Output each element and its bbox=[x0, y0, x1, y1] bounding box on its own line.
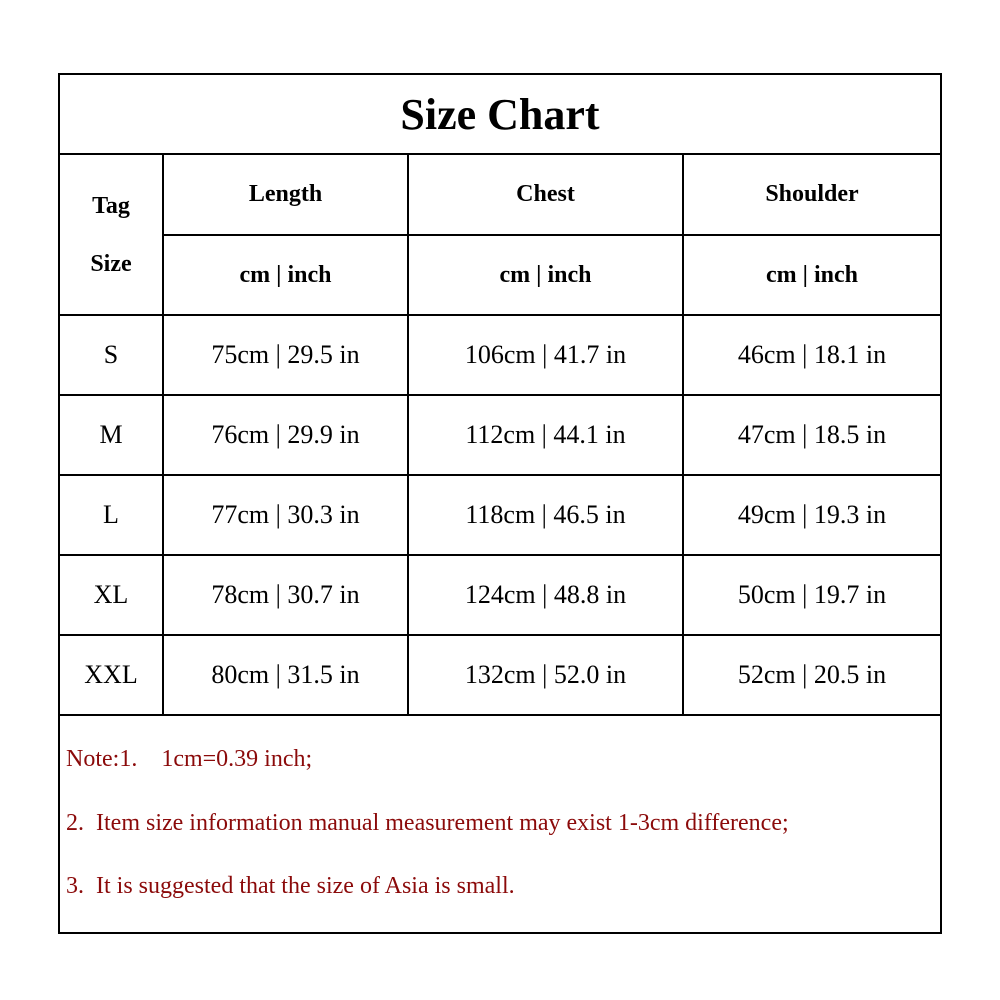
tag-size-header bbox=[60, 155, 163, 315]
table-row bbox=[60, 475, 940, 555]
shoulder-cell: 52cm | 20.5 in bbox=[683, 635, 940, 715]
size-cell: XL bbox=[60, 555, 163, 635]
table-row bbox=[60, 555, 940, 635]
shoulder-cell: 47cm | 18.5 in bbox=[683, 395, 940, 475]
size-table bbox=[60, 155, 940, 716]
chest-cell: 124cm | 48.8 in bbox=[408, 555, 683, 635]
size-cell: XXL bbox=[60, 635, 163, 715]
length-cell: 77cm | 30.3 in bbox=[163, 475, 408, 555]
table-row bbox=[60, 315, 940, 395]
chest-cell: 118cm | 46.5 in bbox=[408, 475, 683, 555]
size-cell: L bbox=[60, 475, 163, 555]
notes-section bbox=[60, 714, 940, 934]
chest-header: Chest bbox=[408, 155, 683, 235]
chest-cell: 106cm | 41.7 in bbox=[408, 315, 683, 395]
size-cell: M bbox=[60, 395, 163, 475]
length-unit: cm | inch bbox=[163, 235, 408, 315]
shoulder-cell: 50cm | 19.7 in bbox=[683, 555, 940, 635]
table-row bbox=[60, 395, 940, 475]
shoulder-cell: 49cm | 19.3 in bbox=[683, 475, 940, 555]
chest-cell: 112cm | 44.1 in bbox=[408, 395, 683, 475]
header-row bbox=[60, 155, 940, 235]
shoulder-header: Shoulder bbox=[683, 155, 940, 235]
tag-size-label-line2: Size bbox=[90, 250, 132, 277]
size-cell: S bbox=[60, 315, 163, 395]
chest-cell: 132cm | 52.0 in bbox=[408, 635, 683, 715]
length-cell: 78cm | 30.7 in bbox=[163, 555, 408, 635]
page-title: Size Chart bbox=[60, 75, 940, 155]
chest-unit: cm | inch bbox=[408, 235, 683, 315]
size-chart-frame bbox=[58, 73, 942, 934]
length-cell: 75cm | 29.5 in bbox=[163, 315, 408, 395]
length-cell: 76cm | 29.9 in bbox=[163, 395, 408, 475]
table-row bbox=[60, 635, 940, 715]
note-item: 2. Item size information manual measurement may exist 1-3cm difference; bbox=[66, 810, 789, 836]
unit-row bbox=[60, 235, 940, 315]
length-header: Length bbox=[163, 155, 408, 235]
shoulder-unit: cm | inch bbox=[683, 235, 940, 315]
length-cell: 80cm | 31.5 in bbox=[163, 635, 408, 715]
tag-size-label-line1: Tag bbox=[92, 192, 130, 219]
note-item: Note:1. 1cm=0.39 inch; bbox=[66, 746, 313, 772]
shoulder-cell: 46cm | 18.1 in bbox=[683, 315, 940, 395]
note-item: 3. It is suggested that the size of Asia is small. bbox=[66, 873, 515, 899]
